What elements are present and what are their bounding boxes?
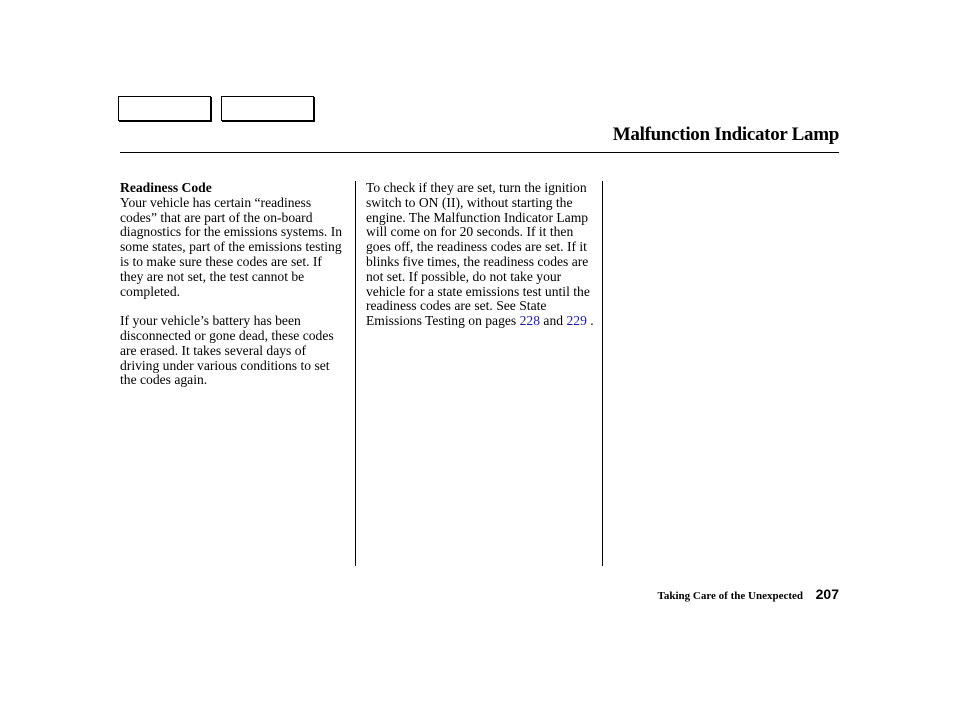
link-connector: and xyxy=(543,313,564,329)
sentence-end: . xyxy=(590,313,594,329)
nav-button-1[interactable] xyxy=(118,96,211,121)
section-heading: Readiness Code xyxy=(120,180,212,195)
nav-button-2[interactable] xyxy=(221,96,314,121)
paragraph-battery: If your vehicle’s battery has been disconnected or gone dead, these codes are erased. It takes several days of driving under various conditions to set the codes again. xyxy=(120,313,334,388)
column-middle xyxy=(366,181,596,329)
page-link-228[interactable]: 228 xyxy=(519,313,541,329)
column-divider-2 xyxy=(602,181,603,566)
footer-section-title: Taking Care of the Unexpected xyxy=(657,590,803,602)
check-codes-text: To check if they are set, turn the ignition switch to ON (II), without starting the engine. The Malfunction Indicator Lamp will come on for 20 seconds. If it then goes off, the readiness codes are set. If it blinks five times, the readiness codes are not set. If possible, do not take your vehicle for a state emissions test until the readiness codes are set. See State Emissions Testing on pages xyxy=(366,180,590,329)
column-divider-1 xyxy=(355,181,356,566)
readiness-code-section xyxy=(120,181,348,299)
page-link-229[interactable]: 229 xyxy=(566,313,587,329)
column-left xyxy=(120,181,348,388)
paragraph-check-codes xyxy=(366,181,596,329)
paragraph-readiness-intro: Your vehicle has certain “readiness codes” that are part of the on-board diagnostics for the emissions systems. In some states, part of the emissions testing is to make sure these codes are set. If they are not set, the test cannot be completed. xyxy=(120,194,343,299)
page-number: 207 xyxy=(815,586,839,602)
page-title: Malfunction Indicator Lamp xyxy=(612,124,839,145)
title-divider xyxy=(120,152,839,153)
